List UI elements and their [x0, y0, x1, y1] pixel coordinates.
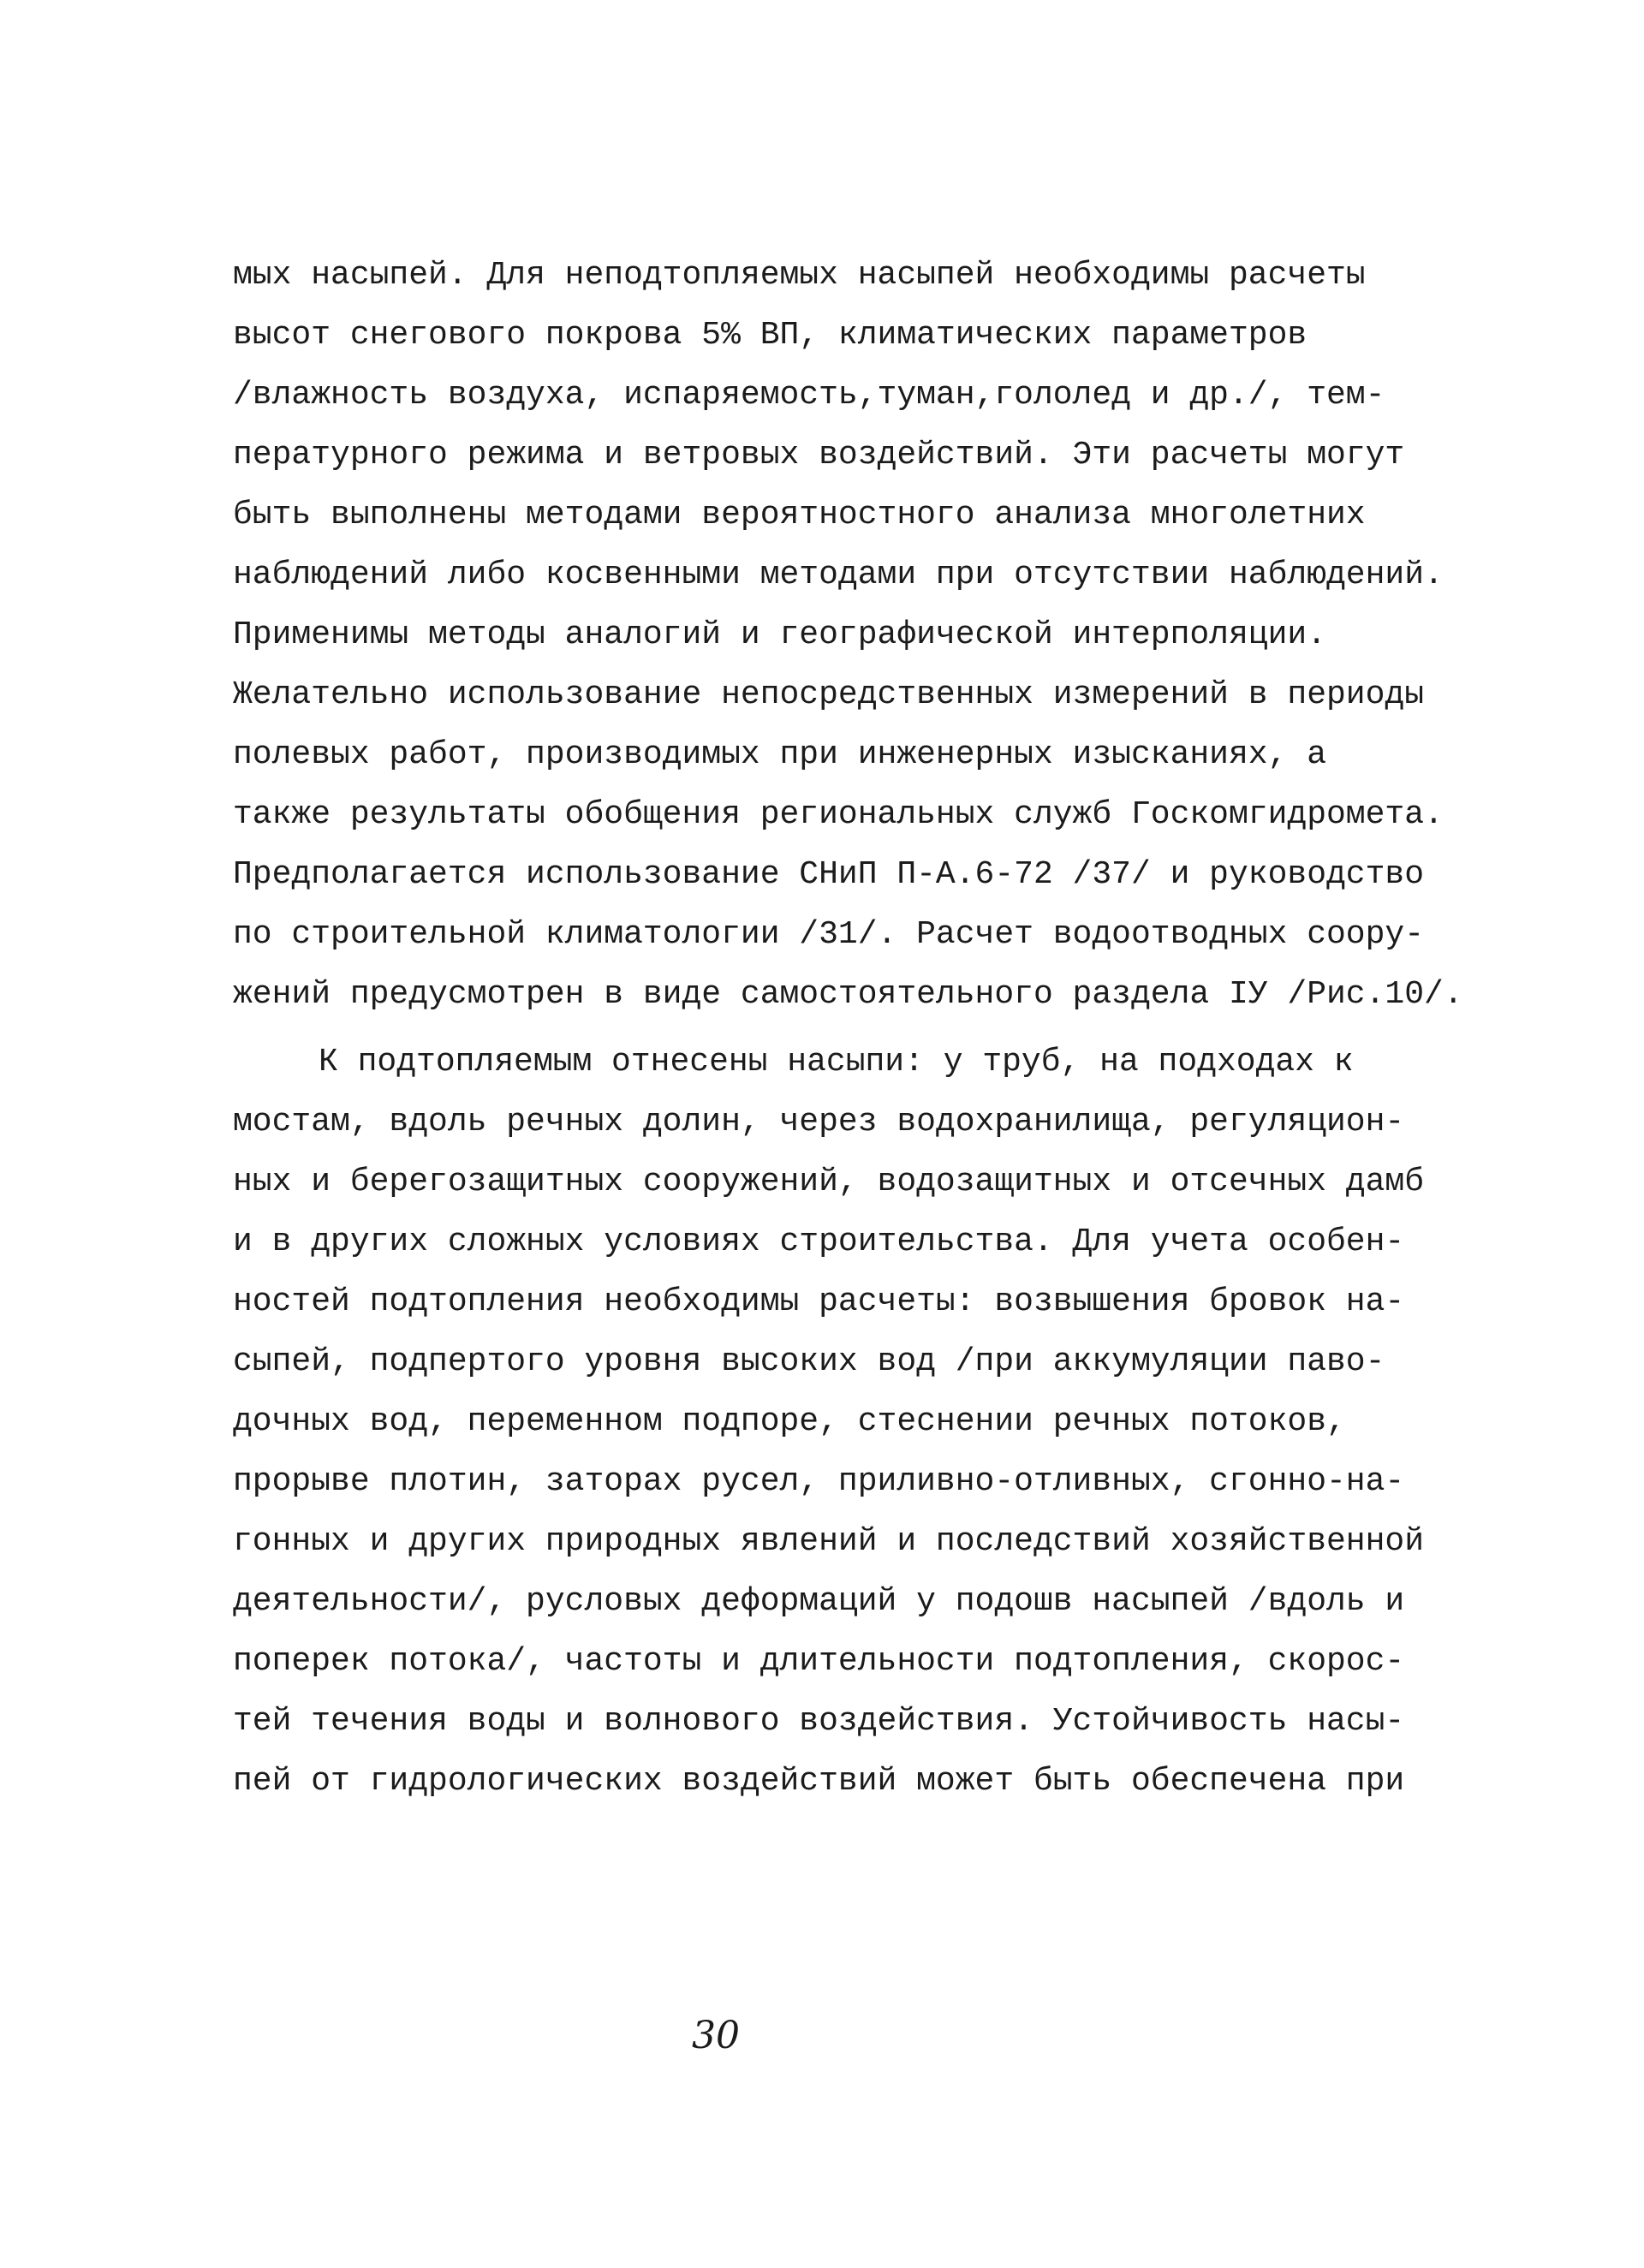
text-line: К подтопляемым отнесены насыпи: у труб, на подходах к — [319, 1044, 1354, 1080]
text-line: ностей подтопления необходимы расчеты: возвышения бровок на- — [233, 1283, 1405, 1320]
text-line: Предполагается использование СНиП П-А.6-72 /37/ и руководство — [233, 856, 1425, 893]
text-line: по строительной климатологии /31/. Расчет водоотводных соору- — [233, 916, 1425, 953]
text-line: пей от гидрологических воздействий может быть обеспечена при — [233, 1763, 1405, 1800]
text-line: дочных вод, переменном подпоре, стеснении речных потоков, — [233, 1403, 1346, 1440]
text-line: наблюдений либо косвенными методами при отсутствии наблюдений. — [233, 557, 1444, 593]
text-line: высот снегового покрова 5% ВП, климатических параметров — [233, 317, 1307, 354]
text-line: /влажность воздуха, испаряемость,туман,гололед и др./, тем- — [233, 377, 1385, 414]
text-line: жений предусмотрен в виде самостоятельного раздела IУ /Рис.10/. — [233, 976, 1463, 1013]
text-line: поперек потока/, частоты и длительности подтопления, скорос- — [233, 1643, 1405, 1680]
text-line: ных и берегозащитных сооружений, водозащитных и отсечных дамб — [233, 1164, 1425, 1200]
page-number: 30 — [692, 2014, 740, 2057]
text-line: полевых работ, производимых при инженерных изысканиях, а — [233, 736, 1327, 773]
text-line: также результаты обобщения региональных служб Госкомгидромета. — [233, 796, 1444, 833]
text-line: мых насыпей. Для неподтопляемых насыпей необходимы расчеты — [233, 257, 1366, 294]
text-line: мостам, вдоль речных долин, через водохранилища, регуляцион- — [233, 1104, 1405, 1140]
text-line: Применимы методы аналогий и географической интерполяции. — [233, 616, 1327, 653]
text-line: и в других сложных условиях строительства. Для учета особен- — [233, 1223, 1405, 1260]
text-line: пературного режима и ветровых воздействий. Эти расчеты могут — [233, 437, 1405, 473]
text-line: прорыве плотин, заторах русел, приливно-отливных, сгонно-на- — [233, 1463, 1405, 1500]
text-line: быть выполнены методами вероятностного анализа многолетних — [233, 497, 1366, 533]
text-line: деятельности/, русловых деформаций у подошв насыпей /вдоль и — [233, 1583, 1405, 1620]
text-line: Желательно использование непосредственных измерений в периоды — [233, 676, 1425, 713]
text-line: гонных и других природных явлений и последствий хозяйственной — [233, 1523, 1425, 1560]
text-line: сыпей, подпертого уровня высоких вод /при аккумуляции паво- — [233, 1343, 1385, 1380]
text-line: тей течения воды и волнового воздействия. Устойчивость насы- — [233, 1703, 1405, 1740]
